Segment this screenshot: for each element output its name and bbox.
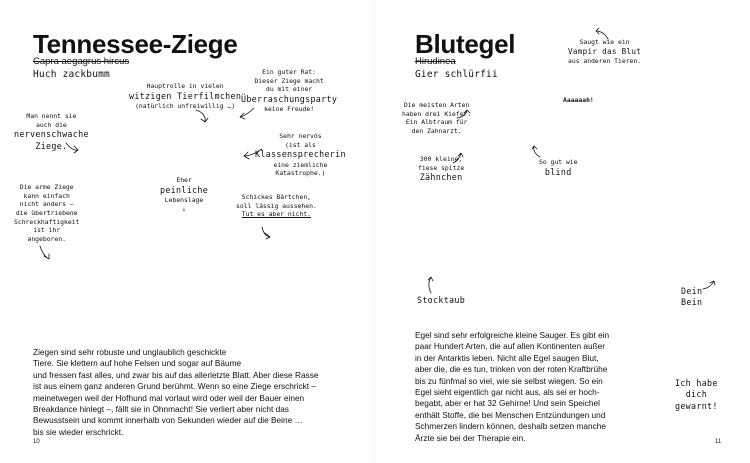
note-gewarnt: Ich habe dich gewarnt! bbox=[675, 378, 718, 411]
note-zaehnchen: 300 kleine, fiese spitze Zähnchen bbox=[418, 155, 465, 183]
nickname-goat: Huch zackbumm bbox=[33, 69, 110, 80]
note-aaaaaah: Aaaaaah! bbox=[563, 96, 594, 104]
note-nervenschwach: Man nennt sie auch die nervenschwache Ziege. bbox=[14, 112, 89, 151]
note-peinliche-lebenslage: Eher peinliche Lebenslage ↓ bbox=[160, 176, 209, 213]
page-title-leech: Blutegel bbox=[415, 29, 516, 59]
note-dein-bein: Dein Bein bbox=[681, 286, 703, 308]
body-text-leech: Egel sind sehr erfolgreiche kleine Sauger. Es gibt ein paar Hundert Arten, die auf allen Kontinenten außer in der Antarktis leben. Nicht alle Egel saugen Blut, aber die, die es tun, trinken von der roten Kraftbrühe bis zu fünfmal so viel, wie sie selbst wiegen. So ein Egel sieht eigentlich gar nicht aus, als sei er hoch- begabt, aber er hat 32 Gehirne! Und sein Speichel enthält Stoffe, die bei Menschen Entzündungen und Schmerzen lindern können, deshalb setzen manche Ärzte sie bei der Therapie ein. bbox=[415, 330, 610, 443]
nickname-leech: Gier schlürfii bbox=[415, 69, 498, 80]
page-title-goat: Tennessee-Ziege bbox=[33, 29, 238, 59]
page-number-right: 11 bbox=[715, 439, 722, 445]
note-arme-ziege: Die arme Ziege kann einfach nicht anders – die übertriebene Schreckhaftigkeit ist ihr angeboren. bbox=[14, 183, 80, 243]
note-baertchen: Schickes Bärtchen, soll lässig aussehen. Tut es aber nicht. bbox=[236, 193, 317, 219]
note-blind: So gut wie blind bbox=[539, 158, 578, 177]
note-sehr-nervoes: Sehr nervös (ist als Klassensprecherin eine ziemliche Katastrophe.) bbox=[255, 132, 346, 178]
note-stocktaub: Stocktaub bbox=[417, 295, 466, 305]
page-number-left: 10 bbox=[33, 439, 40, 445]
note-guter-rat: Ein guter Rat: Dieser Ziege macht du mit einer Überraschungsparty keine Freude! bbox=[241, 68, 338, 114]
note-drei-kiefer: Die meisten Arten haben drei Kiefer. Ein Albtraum für den Zahnarzt. bbox=[402, 101, 472, 135]
right-page bbox=[375, 0, 750, 463]
note-vampir: Saugt wie ein Vampir das Blut aus anderen Tieren. bbox=[568, 38, 642, 65]
note-hauptrolle: Hauptrolle in vielen witzigen Tierfilmchen (natürlich unfreiwillig …) bbox=[129, 82, 242, 110]
body-text-goat: Ziegen sind sehr robuste und unglaublich geschickte Tiere. Sie klettern auf hohe Felsen und sogar auf Bäume und fressen fast alles, und zwar bis auf das allerletzte Blatt. Aber diese Rasse ist aus einem ganz anderen Grund berühmt. Wenn so eine Ziege erschrickt – meinetwegen weil der Hofhund mal vorlaut wird oder weil der Bauer einen Breakdance hinlegt –, fällt sie in Ohnmacht! Sie verliert aber nicht das Bewusstsein und kommt innerhalb von Sekunden wieder auf die Beine … bis sie wieder erschrickt. bbox=[33, 347, 319, 437]
latin-name-leech: Hirudinea bbox=[415, 56, 456, 67]
latin-name-goat: Capra aegagrus hircus bbox=[33, 56, 130, 67]
